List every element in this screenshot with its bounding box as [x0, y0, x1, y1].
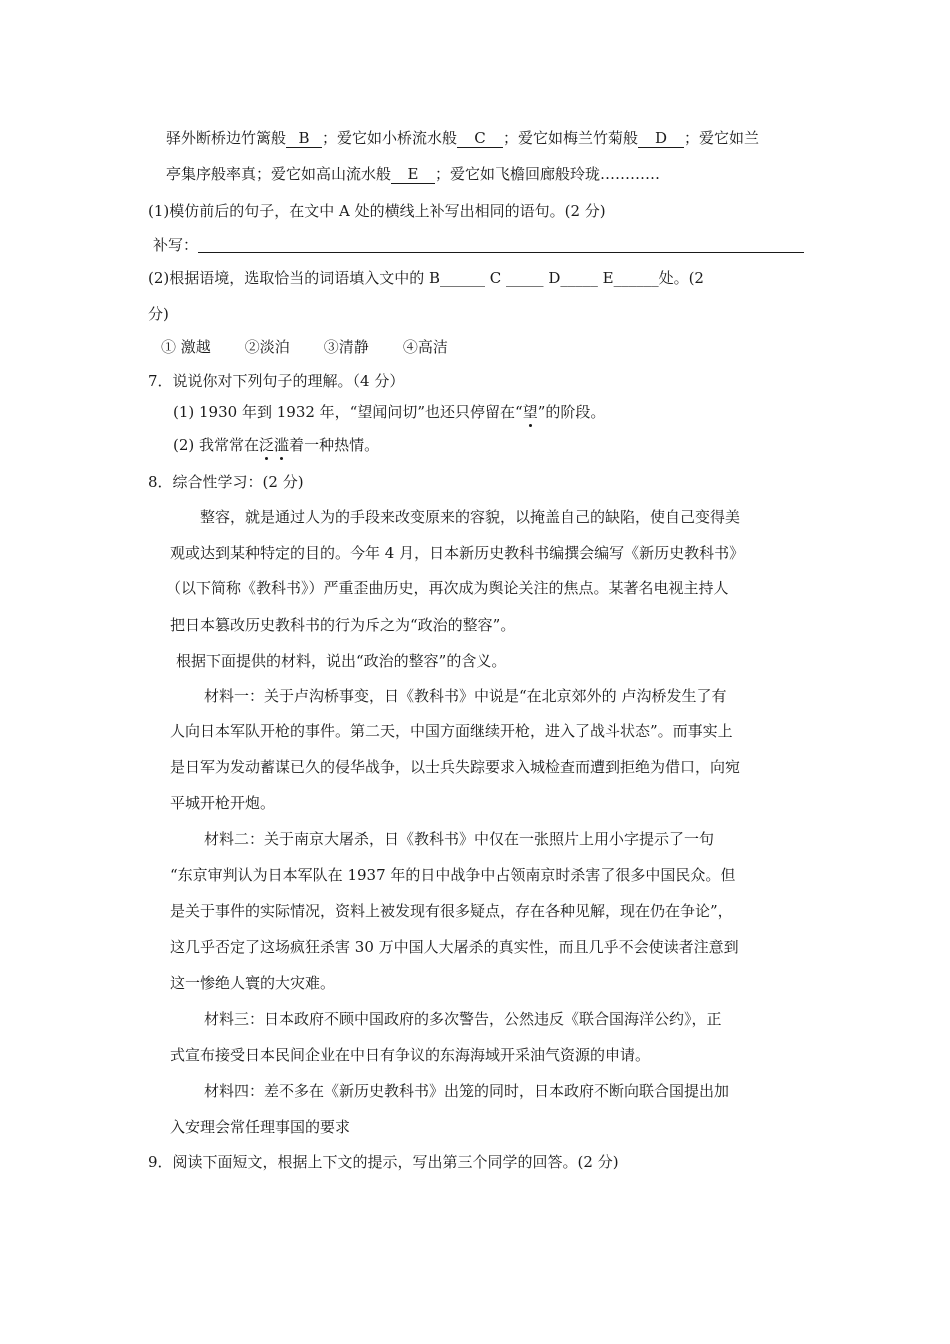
q8-material-2-line-4: 这几乎否定了这场疯狂杀害 30 万中国人大屠杀的真实性，而且几乎不会使读者注意到 — [170, 938, 739, 956]
fill-label: 补写： — [153, 236, 199, 254]
q6-text-line-1 — [166, 128, 759, 148]
q6-fill-line — [153, 235, 804, 255]
q8-intro-line-1: 整容，就是通过人为的手段来改变原来的容貌，以掩盖自己的缺陷，使自己变得美 — [200, 508, 741, 526]
choice-4: ④高洁 — [402, 338, 448, 356]
q7-item2-pre: (2) 我常常在 — [173, 436, 260, 454]
choice-2: ②淡泊 — [244, 338, 290, 356]
q6-line1-part-a: 驿外断桥边竹篱般 — [166, 129, 287, 147]
blank-e: E — [391, 166, 435, 184]
q8-title: 8．综合性学习：(2 分) — [148, 473, 304, 491]
q6-sub-question-2-line-1: (2)根据语境，选取恰当的词语填入文中的 B______ C _____ D_____ E______处。(2 — [148, 269, 704, 287]
q8-material-2-line-5: 这一惨绝人寰的大灾难。 — [170, 974, 336, 992]
q9-title: 9．阅读下面短文，根据上下文的提示，写出第三个同学的回答。(2 分) — [148, 1153, 619, 1171]
q8-material-4-line-2: 入安理会常任理事国的要求 — [170, 1118, 351, 1136]
q8-material-1-line-3: 是日军为发动蓄谋已久的侵华战争，以士兵失踪要求入城检查而遭到拒绝为借口，向宛 — [170, 758, 741, 776]
q8-intro-line-2: 观或达到某种特定的目的。今年 4 月，日本新历史教科书编撰会编写《新历史教科书》 — [170, 544, 745, 562]
fill-answer-blank[interactable] — [198, 235, 804, 253]
q7-item2-post: 着一种热情。 — [289, 436, 380, 454]
q8-material-1-line-2: 人向日本军队开枪的事件。第二天，中国方面继续开枪，进入了战斗状态”。而事实上 — [170, 722, 733, 740]
q7-item-1 — [173, 402, 605, 422]
q7-item1-pre: (1) 1930 年到 1932 年，“望闻问切”也还只停留在“ — [173, 403, 523, 421]
q8-intro-line-3: （以下简称《教科书》）严重歪曲历史，再次成为舆论关注的焦点。某著名电视主持人 — [166, 579, 729, 597]
q7-item1-dotted-char: 望 — [522, 403, 538, 421]
q6-line2-part-a: 亭集序般率真；爱它如高山流水般 — [166, 165, 392, 183]
blank-b: B — [286, 130, 322, 148]
q6-line1-part-d: ；爱它如兰 — [684, 129, 760, 147]
blank-d: D — [638, 130, 684, 148]
choice-1: ① 激越 — [161, 338, 211, 356]
q8-material-3-line-2: 式宣布接受日本民间企业在中日有争议的东海海域开采油气资源的申请。 — [170, 1046, 651, 1064]
choice-3: ③清静 — [323, 338, 369, 356]
q7-item2-dotted-char-2: 滥 — [274, 436, 290, 454]
q6-text-line-2 — [166, 164, 660, 184]
q8-intro-line-4: 把日本篡改历史教科书的行为斥之为“政治的整容”。 — [170, 616, 516, 634]
q8-material-1-line-1: 材料一：关于卢沟桥事变，日《教科书》中说是“在北京郊外的 卢沟桥发生了有 — [204, 687, 727, 705]
q7-item-2 — [173, 435, 379, 455]
q8-material-3-line-1: 材料三：日本政府不顾中国政府的多次警告，公然违反《联合国海洋公约》，正 — [204, 1010, 722, 1028]
q6-sub-question-1: (1)模仿前后的句子，在文中 A 处的横线上补写出相同的语句。(2 分) — [148, 202, 606, 220]
q7-item2-dotted-char-1: 泛 — [259, 436, 275, 454]
q8-material-4-line-1: 材料四：差不多在《新历史教科书》出笼的同时，日本政府不断向联合国提出加 — [204, 1082, 730, 1100]
q7-title: 7．说说你对下列句子的理解。（4 分） — [148, 372, 405, 390]
q8-material-2-line-3: 是关于事件的实际情况，资料上被发现有很多疑点，存在各种见解，现在仍在争论”， — [170, 902, 733, 920]
q8-material-2-line-2: “东京审判认为日本军队在 1937 年的日中战争中占领南京时杀害了很多中国民众。但 — [170, 866, 736, 884]
q7-item1-post: ”的阶段。 — [537, 403, 606, 421]
q8-material-1-line-4: 平城开枪开炮。 — [170, 794, 276, 812]
q6-line1-part-c: ；爱它如梅兰竹菊般 — [503, 129, 639, 147]
q6-choices — [161, 337, 482, 357]
q8-material-2-line-1: 材料二：关于南京大屠杀，日《教科书》中仅在一张照片上用小字提示了一句 — [204, 830, 715, 848]
q6-sub-question-2-line-2: 分) — [148, 305, 169, 323]
q6-line1-part-b: ；爱它如小桥流水般 — [322, 129, 458, 147]
q8-prompt: 根据下面提供的材料，说出“政治的整容”的含义。 — [176, 652, 507, 670]
blank-c: C — [457, 130, 503, 148]
q6-line2-part-b: ；爱它如飞檐回廊般玲珑………… — [435, 165, 661, 183]
